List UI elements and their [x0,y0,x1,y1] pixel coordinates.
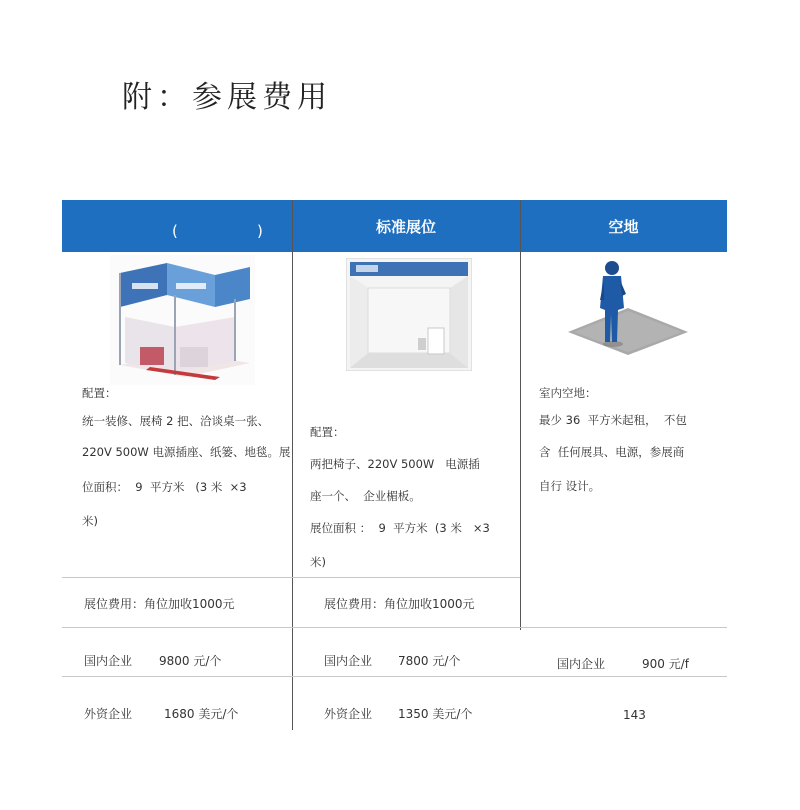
header-close-paren: ) [257,222,263,240]
row-divider [62,577,520,578]
standard-config-label: 配置： [310,425,345,439]
column-divider [292,200,293,730]
row-divider [62,627,727,628]
fee-table [62,200,727,730]
header-open-paren: ( [172,222,178,240]
premium-config-line: 统一装修、展椅 2 把、洽谈桌一张、 [82,414,270,428]
premium-fee-note: 展位费用：角位加收1000元 [84,597,235,611]
premium-foreign-price: 1680 美元/个 [164,707,239,721]
premium-config-label: 配置： [82,386,117,400]
standard-config-line: 米) [310,555,326,569]
standard-foreign-price: 1350 美元/个 [398,707,473,721]
standard-fee-note: 展位费用：角位加收1000元 [324,597,475,611]
raw-space-config-line: 含 任何展具、电源，参展商 [539,445,685,459]
standard-booth-image [346,258,472,371]
raw-space-domestic-label: 国内企业 [557,657,606,671]
raw-space-foreign-price: 143 [623,708,646,722]
page-title: 附：参展费用 [122,80,332,115]
row-divider [62,676,727,677]
standard-foreign-label: 外资企业 [324,707,373,721]
header-cell-premium-booth [62,200,292,252]
premium-domestic-label: 国内企业 [84,654,133,668]
table-header-row [62,200,727,252]
standard-config-line: 两把椅子、220V 500W 电源插 [310,457,480,471]
column-divider [520,200,521,630]
raw-space-image [568,260,688,355]
premium-config-line: 位面积： 9 平方米 (3 米 ×3 [82,480,247,494]
raw-space-config-line: 最少 36 平方米起租， 不包 [539,413,687,427]
header-cell-standard-booth: 标准展位 [375,217,436,236]
premium-foreign-label: 外资企业 [84,707,133,721]
standard-domestic-label: 国内企业 [324,654,373,668]
premium-domestic-price: 9800 元/个 [159,654,222,668]
premium-config-line: 220V 500W 电源插座、纸篓、地毯。展 [82,445,291,459]
raw-space-config-label: 室内空地： [539,386,597,400]
header-cell-raw-space: 空地 [608,217,639,236]
standard-config-line: 展位面积 ： 9 平方米 (3 米 ×3 [310,521,490,535]
raw-space-domestic-price: 900 元/f [642,657,689,671]
standard-domestic-price: 7800 元/个 [398,654,461,668]
raw-space-config-line: 自行 设计。 [539,479,601,493]
premium-booth-image [110,255,255,385]
standard-config-line: 座一个、 企业楣板。 [310,489,421,503]
premium-config-line: 米) [82,514,98,528]
